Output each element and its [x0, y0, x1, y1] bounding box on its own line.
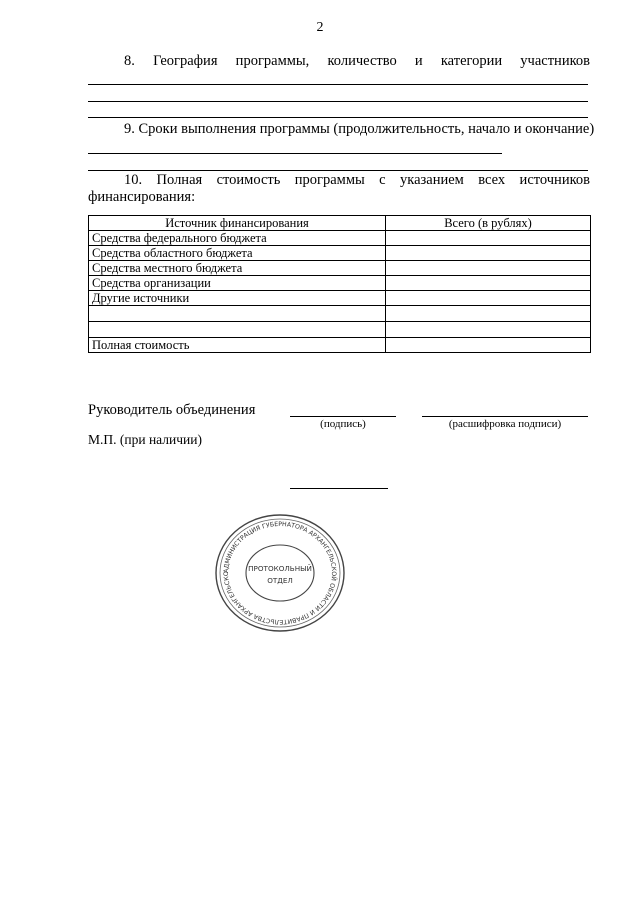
row-label: Средства областного бюджета	[89, 246, 386, 261]
table-row	[89, 246, 591, 261]
table-row	[89, 338, 591, 353]
row-value-cell	[386, 306, 591, 322]
fill-line	[88, 170, 588, 171]
page-number: 2	[316, 20, 324, 35]
signature-decoding-caption: (расшифровка подписи)	[448, 418, 562, 430]
table-row	[89, 291, 591, 306]
signature-caption: (подпись)	[320, 418, 366, 430]
stamp-seal-icon	[212, 512, 348, 634]
head-of-association-label: Руководитель объединения	[88, 402, 256, 418]
fill-line	[88, 117, 588, 118]
table-row	[89, 306, 591, 322]
seal-place-label: М.П. (при наличии)	[88, 432, 202, 447]
row-value-cell	[386, 291, 591, 306]
table-header-row	[89, 216, 591, 231]
financing-table	[88, 215, 591, 353]
row-value-cell	[386, 338, 591, 353]
section-8-heading: 8. География программы, количество и категории участников	[124, 53, 590, 69]
row-label: Другие источники	[89, 291, 386, 306]
stamp-center-line-2: ОТДЕЛ	[267, 576, 293, 585]
row-label: Средства федерального бюджета	[89, 231, 386, 246]
row-value-cell	[386, 276, 591, 291]
row-value-cell	[386, 246, 591, 261]
row-value-cell	[386, 322, 591, 338]
stamp-ring-text: АДМИНИСТРАЦИЯ ГУБЕРНАТОРА АРХАНГЕЛЬСКОЙ ОБЛАСТИ И ПРАВИТЕЛЬСТВА АРХАНГЕЛЬСКО	[222, 520, 338, 626]
column-header-source: Источник финансирования	[89, 216, 386, 231]
section-10-heading: 10. Полная стоимость программы с указанием всех источников	[124, 172, 590, 188]
signature-decoding-line	[422, 416, 588, 417]
table-row	[89, 261, 591, 276]
table-row	[89, 231, 591, 246]
row-label: Средства местного бюджета	[89, 261, 386, 276]
table-row	[89, 322, 591, 338]
row-label	[89, 306, 386, 322]
row-label: Полная стоимость	[89, 338, 386, 353]
fill-line	[88, 84, 588, 85]
row-label: Средства организации	[89, 276, 386, 291]
column-header-total: Всего (в рублях)	[386, 216, 591, 231]
section-10-heading-cont: финансирования:	[88, 189, 196, 205]
row-value-cell	[386, 261, 591, 276]
official-stamp	[212, 512, 348, 634]
table-row	[89, 276, 591, 291]
signature-line	[290, 416, 396, 417]
stamp-center-line-1: ПРОТОКОЛЬНЫЙ	[248, 564, 312, 573]
fill-line	[88, 153, 502, 154]
row-value-cell	[386, 231, 591, 246]
section-9-heading: 9. Сроки выполнения программы (продолжительность, начало и окончание)	[124, 121, 595, 137]
row-label	[89, 322, 386, 338]
separator-line	[290, 488, 388, 489]
fill-line	[88, 101, 588, 102]
